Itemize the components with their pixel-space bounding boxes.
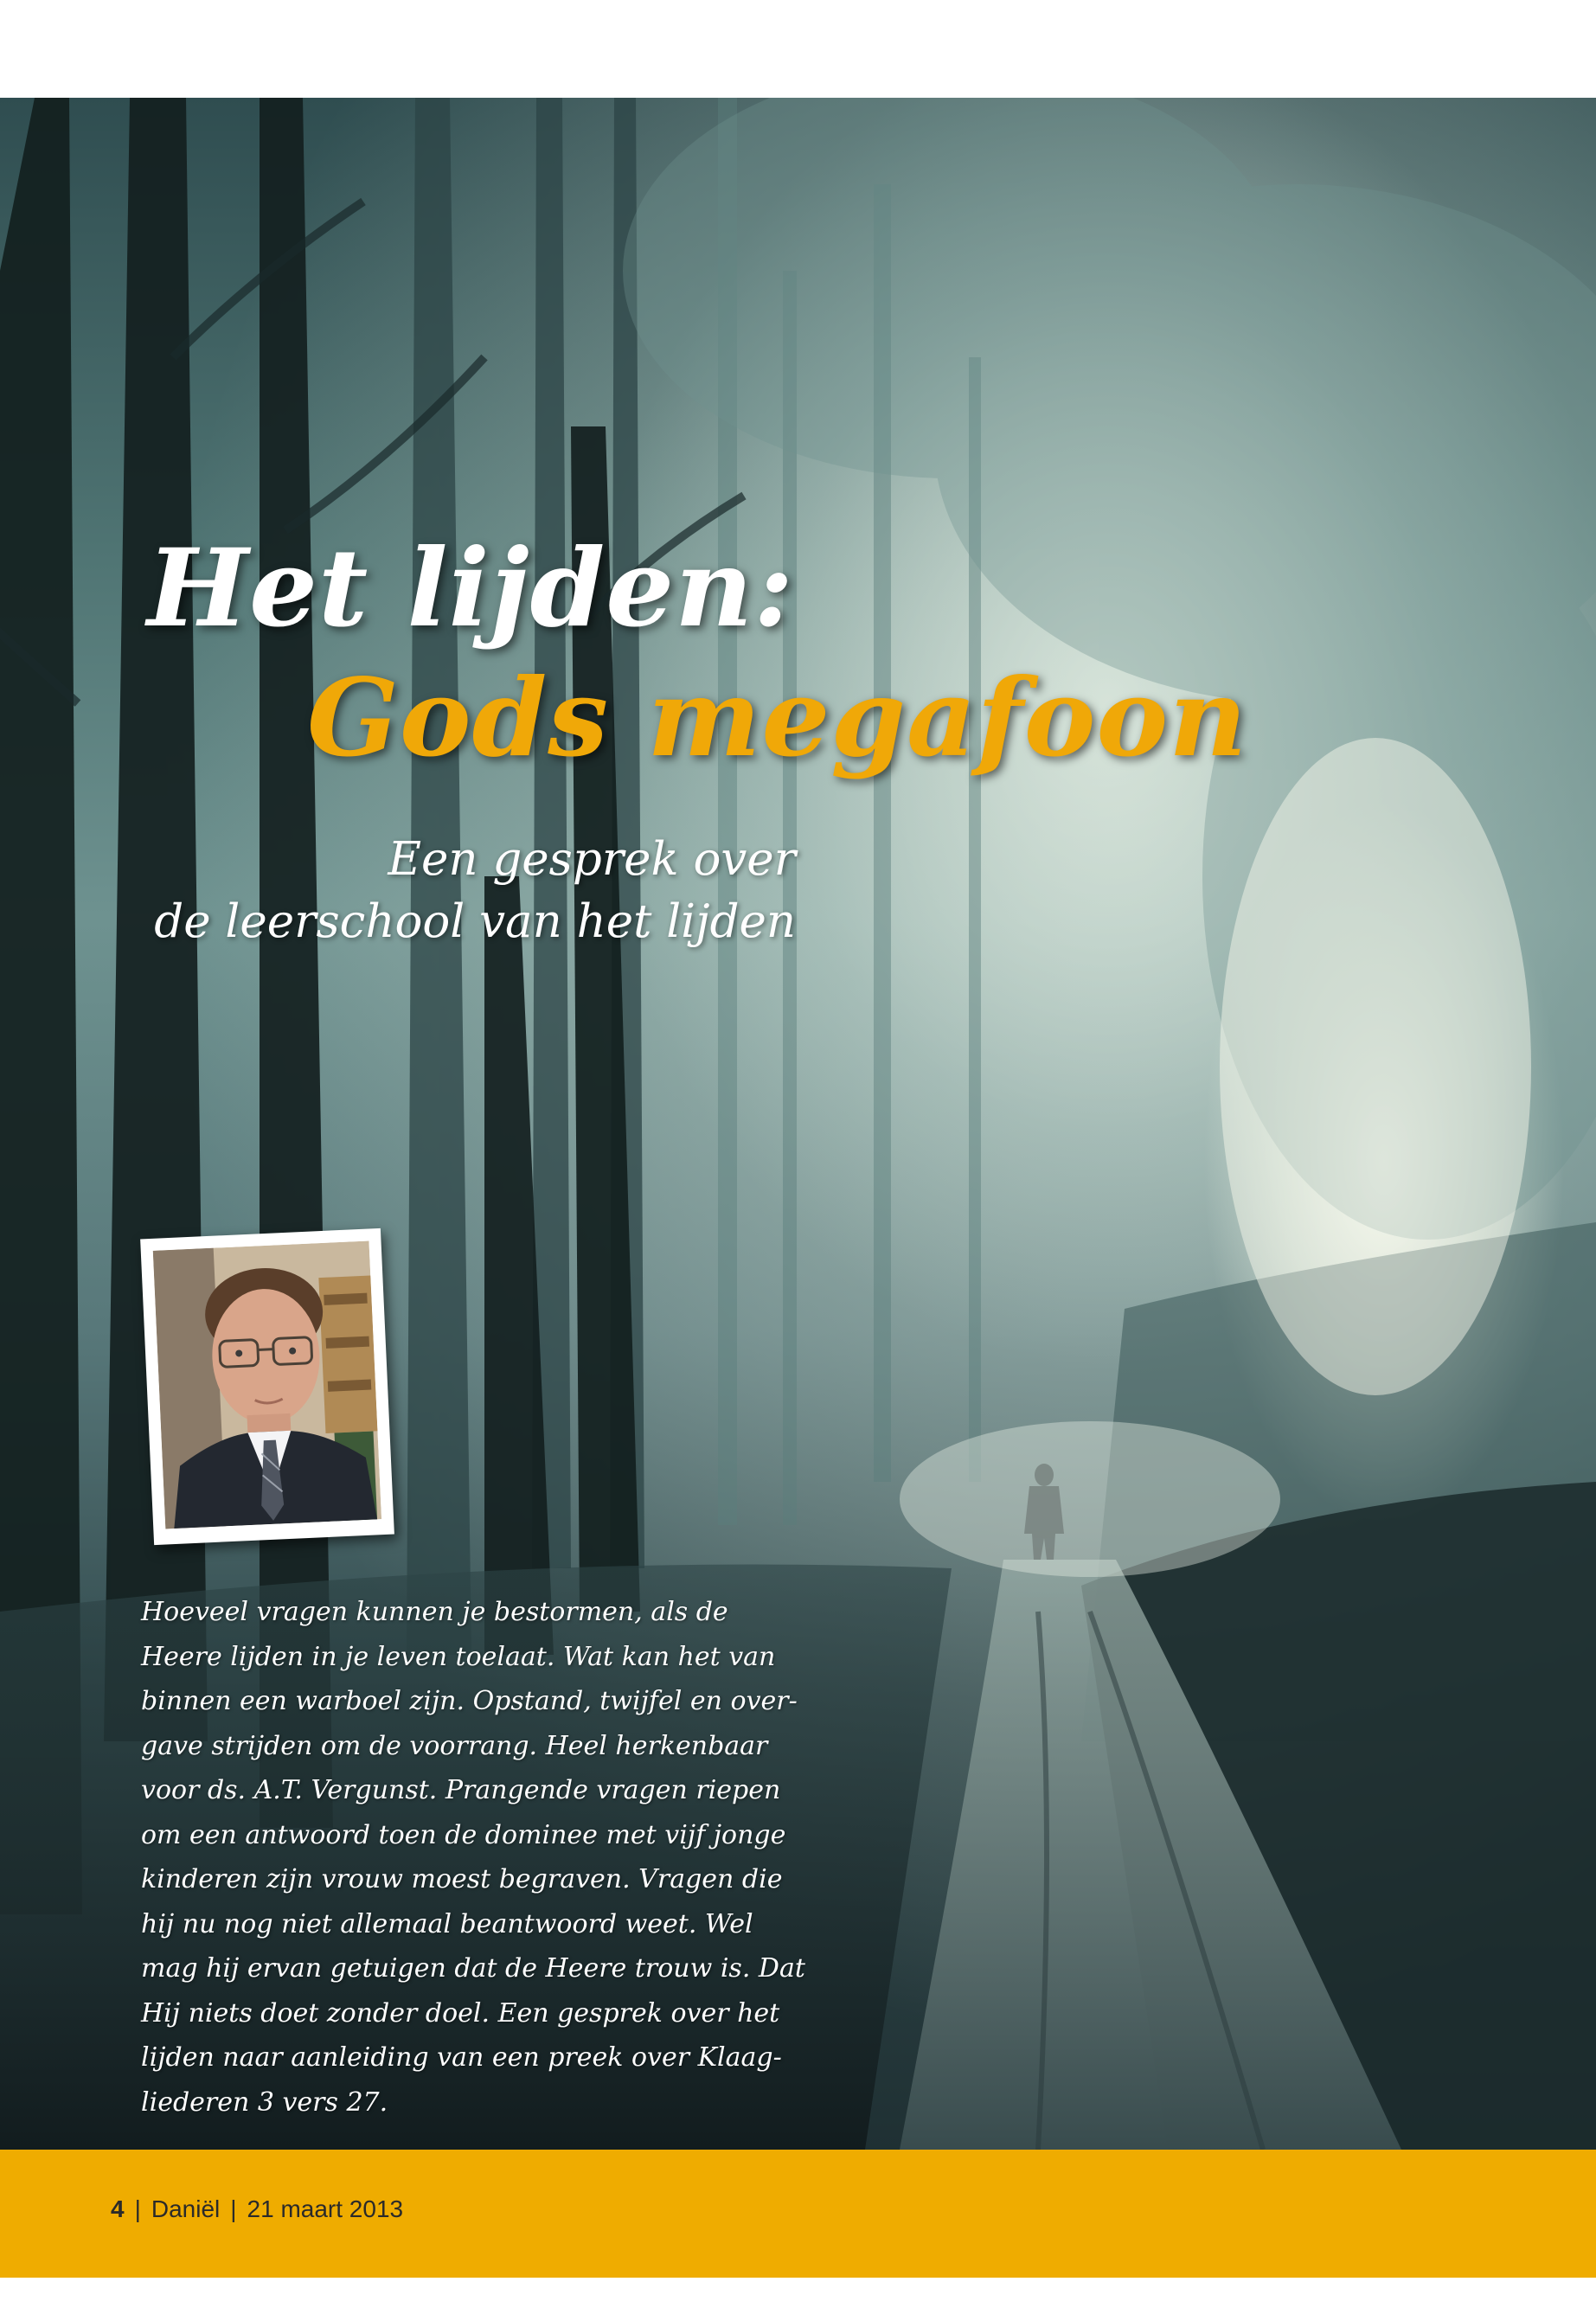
footer-band (0, 2150, 1596, 2278)
intro-line: mag hij ervan getuigen dat de Heere trouw is. Dat (141, 1953, 805, 1984)
intro-line: gave strijden om de voorrang. Heel herkenbaar (141, 1730, 768, 1761)
issue-date: 21 maart 2013 (247, 2195, 404, 2222)
article-subtitle (138, 829, 796, 953)
magazine-name: Daniël (151, 2195, 221, 2222)
intro-line: liederen 3 vers 27. (141, 2086, 388, 2118)
footer-separator: | (230, 2195, 237, 2222)
page-number: 4 (111, 2195, 125, 2222)
article-intro (141, 1590, 816, 2125)
portrait-photo (153, 1240, 381, 1529)
subtitle-line: Een gesprek over (388, 833, 796, 886)
top-margin (0, 0, 1596, 98)
intro-line: Hoeveel vragen kunnen je bestormen, als de (141, 1597, 728, 1627)
bottom-margin (0, 2278, 1596, 2301)
intro-line: hij nu nog niet allemaal beantwoord weet. Wel (141, 1908, 753, 1939)
intro-line: binnen een warboel zijn. Opstand, twijfel en over- (141, 1686, 798, 1716)
portrait-photo-frame (140, 1228, 394, 1545)
intro-line: lijden naar aanleiding van een preek over Klaag- (141, 2042, 782, 2073)
intro-line: voor ds. A.T. Vergunst. Prangende vragen riepen (141, 1775, 781, 1805)
intro-line: Hij niets doet zonder doel. Een gesprek over het (141, 1997, 780, 2029)
footer-separator: | (134, 2195, 141, 2222)
intro-line: om een antwoord toen de dominee met vijf jonge (141, 1819, 786, 1850)
subtitle-line: de leerschool van het lijden (154, 895, 796, 948)
intro-line: Heere lijden in je leven toelaat. Wat kan het van (141, 1641, 776, 1672)
article-title-line1: Het lijden: (147, 526, 795, 651)
page-footer (111, 2195, 403, 2223)
forest-background-photo (0, 98, 1596, 2150)
article-title-line2: Gods megafoon (307, 656, 1248, 781)
intro-line: kinderen zijn vrouw moest begraven. Vragen die (141, 1864, 783, 1894)
